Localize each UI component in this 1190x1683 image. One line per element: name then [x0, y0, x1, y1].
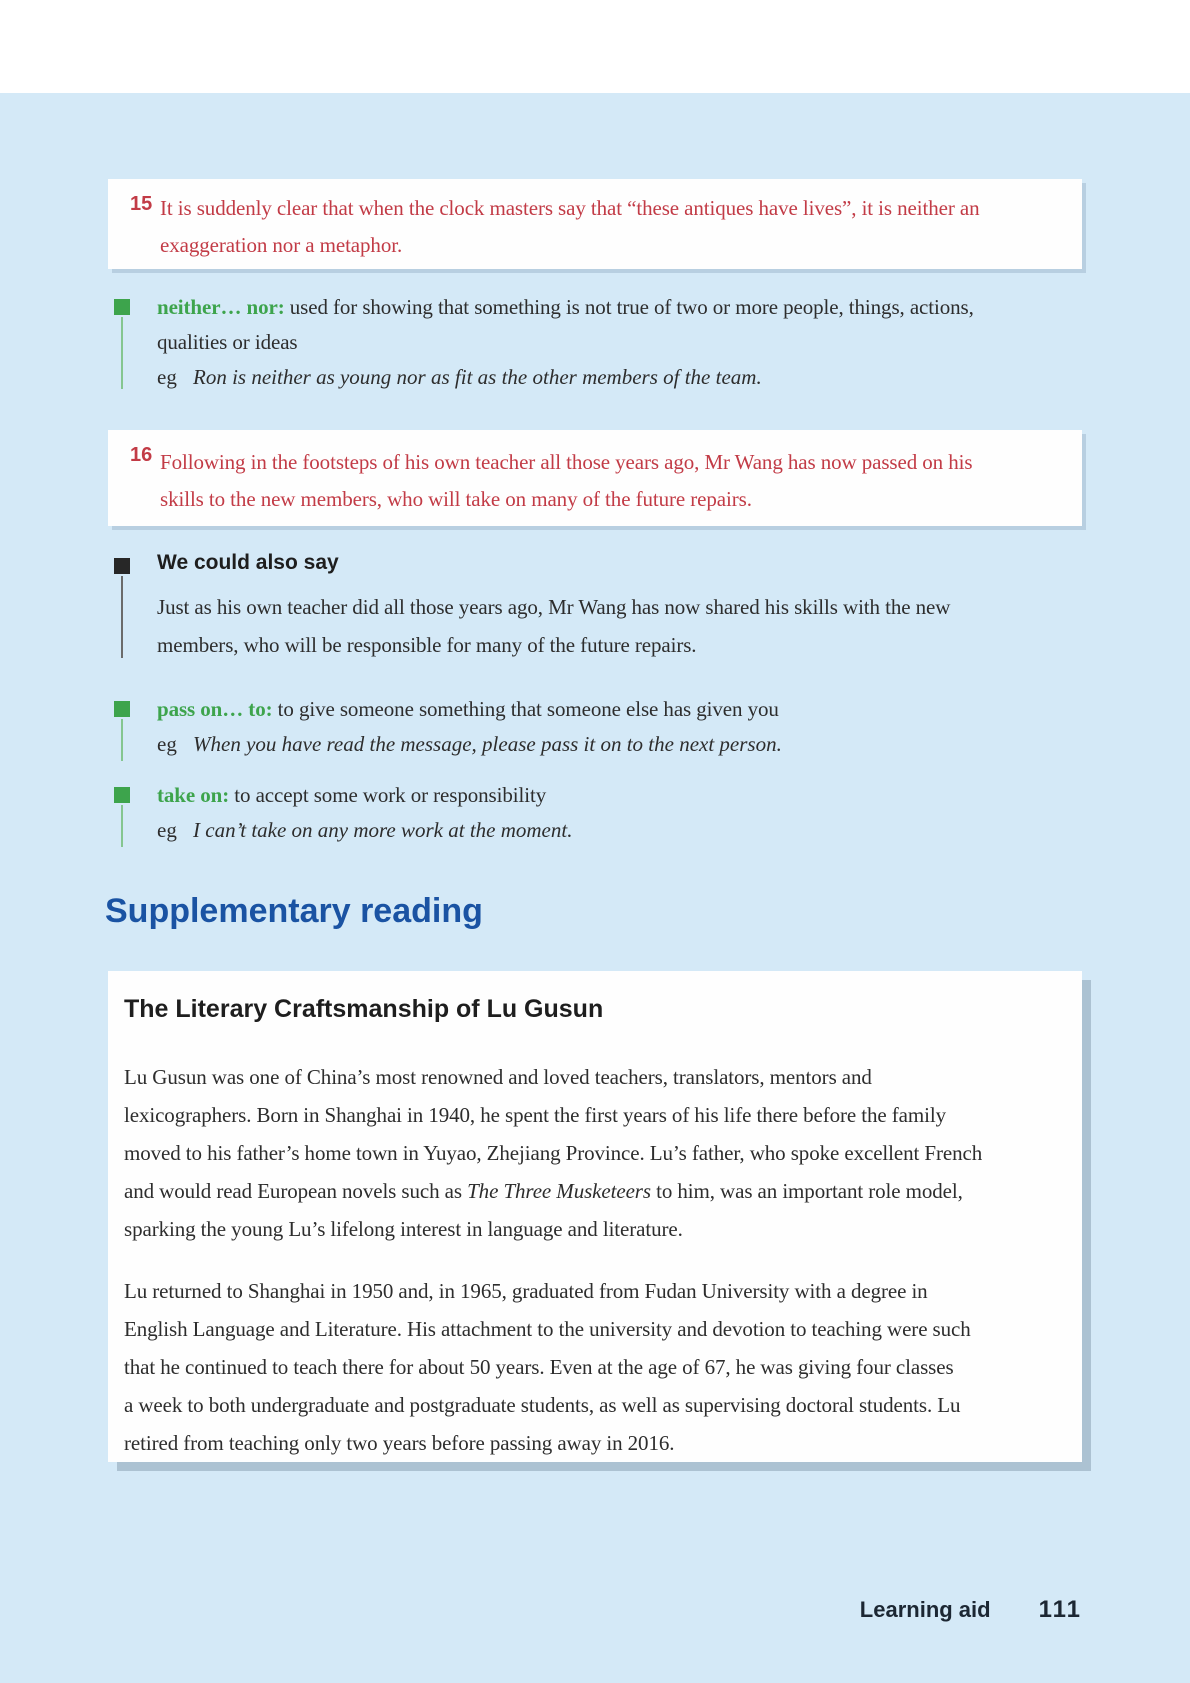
paragraph-line: English Language and Literature. His attachment to the university and devotion to teaching were such: [124, 1317, 971, 1341]
definition-text: to give someone something that someone else has given you: [277, 697, 779, 721]
vocab-term: neither… nor:: [157, 295, 285, 319]
example-line: [157, 727, 1086, 762]
sentence-number: 15: [130, 193, 153, 215]
paragraph-line: retired from teaching only two years before passing away in 2016.: [124, 1431, 675, 1455]
green-square-bullet-icon: [114, 787, 130, 803]
eg-label: eg: [157, 732, 177, 756]
definition-line: qualities or ideas: [157, 330, 298, 354]
definition-line: [157, 692, 1086, 727]
article-paragraph: [124, 1272, 1064, 1462]
paragraph-line: and would read European novels such as The Three Musketeers to him, was an important role model,: [124, 1179, 963, 1203]
sentence-lines: [160, 179, 1082, 264]
paragraph-line: moved to his father’s home town in Yuyao, Zhejiang Province. Lu’s father, who spoke excellent French: [124, 1141, 983, 1165]
paragraph-line: that he continued to teach there for about 50 years. Even at the age of 67, he was giving four classes: [124, 1355, 954, 1379]
sentence-line: skills to the new members, who will take on many of the future repairs.: [160, 487, 752, 511]
eg-label: eg: [157, 365, 177, 389]
vocab-entry-take-on: [114, 778, 1086, 848]
black-square-bullet-icon: [114, 558, 130, 574]
page-footer: [108, 1596, 1082, 1624]
supplementary-article-box: [108, 971, 1082, 1462]
article-title: The Literary Craftsmanship of Lu Gusun: [124, 995, 604, 1023]
green-vertical-rule: [121, 805, 123, 847]
sentence-box-16: [108, 430, 1082, 526]
sentence-number: 16: [130, 444, 153, 466]
sentence-line: Following in the footsteps of his own teacher all those years ago, Mr Wang has now passed on his: [160, 450, 973, 474]
eg-label: eg: [157, 818, 177, 842]
also-say-heading: We could also say: [157, 551, 339, 574]
paragraph-line: sparking the young Lu’s lifelong interest in language and literature.: [124, 1217, 683, 1241]
also-say-line: members, who will be responsible for many of the future repairs.: [157, 633, 697, 657]
paragraph-line: a week to both undergraduate and postgraduate students, as well as supervising doctoral students. Lu: [124, 1393, 961, 1417]
we-could-also-say-block: [114, 548, 1086, 664]
example-line: [157, 813, 1086, 848]
sentence-line: It is suddenly clear that when the clock masters say that “these antiques have lives”, it is neither an: [160, 196, 980, 220]
definition-line: [157, 290, 1086, 325]
example-sentence: Ron is neither as young nor as fit as the other members of the team.: [193, 365, 762, 389]
paragraph-line: lexicographers. Born in Shanghai in 1940, he spent the first years of his life there before the family: [124, 1103, 946, 1127]
example-sentence: I can’t take on any more work at the moment.: [193, 818, 573, 842]
definition-text: used for showing that something is not true of two or more people, things, actions,: [289, 295, 974, 319]
vocab-term: pass on… to:: [157, 697, 273, 721]
green-vertical-rule: [121, 719, 123, 761]
example-sentence: When you have read the message, please pass it on to the next person.: [193, 732, 782, 756]
footer-section-label: Learning aid: [859, 1597, 991, 1622]
also-say-line: Just as his own teacher did all those years ago, Mr Wang has now shared his skills with the new: [157, 595, 951, 619]
example-line: [157, 360, 1086, 395]
vocab-entry-neither-nor: [114, 290, 1086, 395]
paragraph-line: Lu returned to Shanghai in 1950 and, in 1965, graduated from Fudan University with a degree in: [124, 1279, 928, 1303]
black-vertical-rule: [121, 576, 123, 658]
vocab-entry-pass-on-to: [114, 692, 1086, 762]
sentence-lines: [160, 430, 1082, 518]
article-paragraph: [124, 1058, 1064, 1248]
book-title-italic: The Three Musketeers: [467, 1179, 651, 1203]
definition-line: [157, 778, 1086, 813]
green-square-bullet-icon: [114, 299, 130, 315]
sentence-box-15: [108, 179, 1082, 269]
vocab-term: take on:: [157, 783, 230, 807]
green-square-bullet-icon: [114, 701, 130, 717]
definition-text: to accept some work or responsibility: [234, 783, 547, 807]
green-vertical-rule: [121, 317, 123, 389]
sentence-line: exaggeration nor a metaphor.: [160, 233, 403, 257]
supplementary-reading-heading: Supplementary reading: [105, 892, 483, 930]
page-number: 111: [1038, 1596, 1082, 1623]
paragraph-line: Lu Gusun was one of China’s most renowned and loved teachers, translators, mentors and: [124, 1065, 872, 1089]
